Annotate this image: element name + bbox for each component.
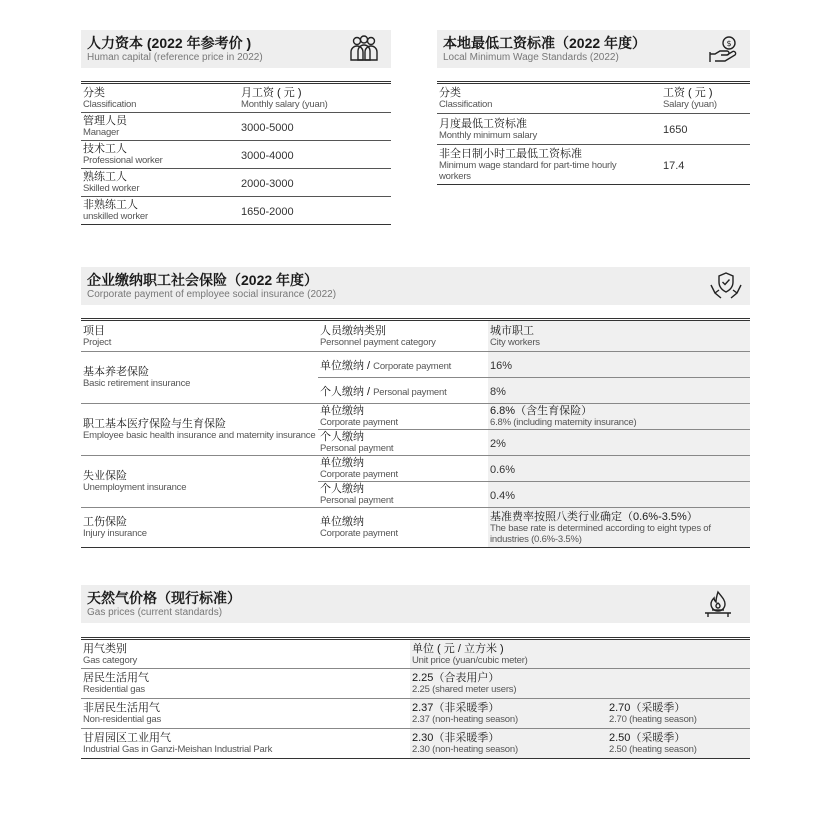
header-label-en: Gas category [83, 654, 138, 666]
row-label-en: Manager [83, 127, 120, 138]
payment-category: 单位缴纳 [320, 516, 364, 528]
payment-category: 单位缴纳 / [320, 359, 374, 372]
header-label-en: City workers [490, 336, 540, 348]
gas-price: 2.25（合表用户） [412, 672, 500, 684]
header-label-en: Classification [439, 99, 493, 110]
gas-title: 天然气价格（现行标准） [87, 590, 241, 606]
insurance-name-en: Employee basic health insurance and maternity insurance [83, 430, 316, 441]
human-capital-title: 人力资本 (2022 年参考价 ) [87, 35, 252, 51]
gas-category-en: Industrial Gas in Ganzi-Meishan Industrial Park [83, 744, 273, 755]
gas-price: 2.37（非采暖季） [412, 702, 500, 714]
row-label: 非熟练工人 [83, 199, 138, 211]
row-label-en: unskilled worker [83, 211, 148, 222]
payment-category-en: Personal payment [320, 443, 394, 454]
gas-price-table [81, 637, 750, 759]
gas-category: 居民生活用气 [83, 672, 149, 684]
rate-value: 16% [490, 359, 513, 372]
payment-category-en: Corporate payment [320, 417, 398, 428]
gas-price-en: 2.50 (heating season) [609, 744, 697, 755]
people-group-icon [347, 34, 381, 64]
insurance-name-en: Basic retirement insurance [83, 378, 191, 389]
header-label: 单位 ( 元 / 立方米 ) [412, 642, 504, 655]
row-label: 熟练工人 [83, 171, 127, 183]
row-value: 1650-2000 [241, 205, 294, 218]
gas-price-en: 2.70 (heating season) [609, 714, 697, 725]
header-label: 工资 ( 元 ) [663, 87, 713, 99]
table-row [81, 113, 391, 141]
insurance-name: 职工基本医疗保险与生育保险 [83, 418, 226, 430]
social-insurance-header [81, 267, 750, 305]
gas-flame-icon [701, 589, 735, 619]
table-header-row [81, 83, 391, 113]
gas-category: 甘眉园区工业用气 [83, 732, 171, 744]
min-wage-subtitle: Local Minimum Wage Standards (2022) [443, 52, 619, 63]
gas-price-en: 2.30 (non-heating season) [412, 744, 518, 755]
gas-category: 非居民生活用气 [83, 702, 160, 714]
gas-category-en: Non-residential gas [83, 714, 162, 725]
table-row [81, 141, 391, 169]
payment-category-en: Personal payment [320, 495, 394, 506]
row-value: 1650 [663, 124, 688, 136]
rate-value: 6.8%（含生育保险） [490, 405, 593, 417]
gas-price: 2.50（采暖季） [609, 732, 686, 744]
social-insurance-subtitle: Corporate payment of employee social insurance (2022) [87, 289, 337, 300]
payment-category-en: Corporate payment [373, 360, 452, 372]
row-label-en: Professional worker [83, 155, 163, 166]
header-label-en: Personnel payment category [320, 336, 436, 348]
row-label-en: Monthly minimum salary [439, 129, 538, 141]
gas-price-en: 2.25 (shared meter users) [412, 684, 517, 695]
header-label: 分类 [439, 87, 461, 99]
row-label-en: Minimum wage standard for part-time hourly workers [439, 159, 617, 182]
row-label: 技术工人 [83, 143, 127, 155]
min-wage-table [437, 81, 750, 185]
header-label: 分类 [83, 86, 105, 99]
payment-category: 个人缴纳 [320, 431, 364, 443]
payment-category: 个人缴纳 [320, 483, 364, 495]
row-label-en: Skilled worker [83, 183, 140, 194]
header-label-en: Project [83, 336, 112, 348]
table-row [81, 197, 391, 225]
row-value: 2000-3000 [241, 177, 294, 190]
row-label: 月度最低工资标准 [439, 117, 527, 130]
insurance-name-en: Injury insurance [83, 528, 147, 539]
rate-value: 2% [490, 437, 506, 450]
payment-category-en: Corporate payment [320, 528, 398, 539]
payment-category-en: Corporate payment [320, 469, 398, 480]
rate-value: 8% [490, 385, 506, 398]
rate-value: 0.4% [490, 489, 516, 502]
row-value: 17.4 [663, 159, 685, 172]
human-capital-table [81, 81, 391, 225]
table-row [81, 404, 750, 430]
row-value: 3000-5000 [241, 121, 294, 134]
table-row [81, 456, 750, 482]
table-row [81, 699, 750, 729]
header-label: 用气类别 [83, 642, 127, 655]
payment-category: 单位缴纳 [320, 405, 364, 417]
header-label: 城市职工 [490, 324, 534, 337]
table-row [437, 114, 750, 145]
gas-header [81, 585, 750, 623]
table-header-row [81, 320, 750, 352]
header-label-en: Classification [83, 98, 137, 110]
min-wage-title: 本地最低工资标准（2022 年度） [443, 35, 647, 51]
header-label: 项目 [83, 324, 105, 337]
human-capital-header [81, 30, 391, 68]
rate-value: 基准费率按照八类行业确定（0.6%-3.5%） [490, 510, 698, 523]
payment-category-en: Personal payment [373, 386, 447, 398]
table-row [81, 669, 750, 699]
gas-price: 2.70（采暖季） [609, 702, 686, 714]
payment-category: 单位缴纳 [320, 457, 364, 469]
table-header-row [437, 83, 750, 114]
header-label: 人员缴纳类别 [320, 324, 386, 337]
social-insurance-title: 企业缴纳职工社会保险（2022 年度） [87, 272, 319, 288]
row-value: 3000-4000 [241, 149, 294, 162]
row-label: 管理人员 [83, 115, 127, 127]
insurance-name: 失业保险 [83, 470, 127, 482]
social-insurance-table [81, 318, 750, 548]
table-row [81, 169, 391, 197]
table-row [81, 729, 750, 759]
rate-value-en: 6.8% (including maternity insurance) [490, 417, 637, 428]
table-row [437, 145, 750, 185]
table-row [81, 508, 750, 548]
gas-subtitle: Gas prices (current standards) [87, 607, 223, 618]
human-capital-subtitle: Human capital (reference price in 2022) [87, 52, 263, 63]
gas-category-en: Residential gas [83, 684, 145, 695]
svg-text:$: $ [726, 39, 732, 48]
insurance-name: 工伤保险 [83, 516, 127, 528]
insurance-name-en: Unemployment insurance [83, 482, 187, 493]
rate-value-en: The base rate is determined according to eight types of industries (0.6%-3.5%) [490, 522, 711, 545]
hand-coin-icon [707, 34, 741, 64]
header-label: 月工资 ( 元 ) [241, 86, 302, 99]
rate-value: 0.6% [490, 463, 516, 476]
table-row [81, 352, 750, 378]
gas-price-en: 2.37 (non-heating season) [412, 714, 518, 725]
header-label-en: Unit price (yuan/cubic meter) [412, 654, 528, 666]
gas-price: 2.30（非采暖季） [412, 732, 500, 744]
insurance-name: 基本养老保险 [83, 366, 149, 378]
shield-hands-icon [709, 271, 743, 301]
min-wage-header [437, 30, 750, 68]
table-header-row [81, 639, 750, 669]
payment-category: 个人缴纳 / [320, 385, 374, 398]
row-label: 非全日制小时工最低工资标准 [439, 147, 582, 160]
header-label-en: Monthly salary (yuan) [241, 98, 328, 110]
header-label-en: Salary (yuan) [663, 99, 717, 110]
